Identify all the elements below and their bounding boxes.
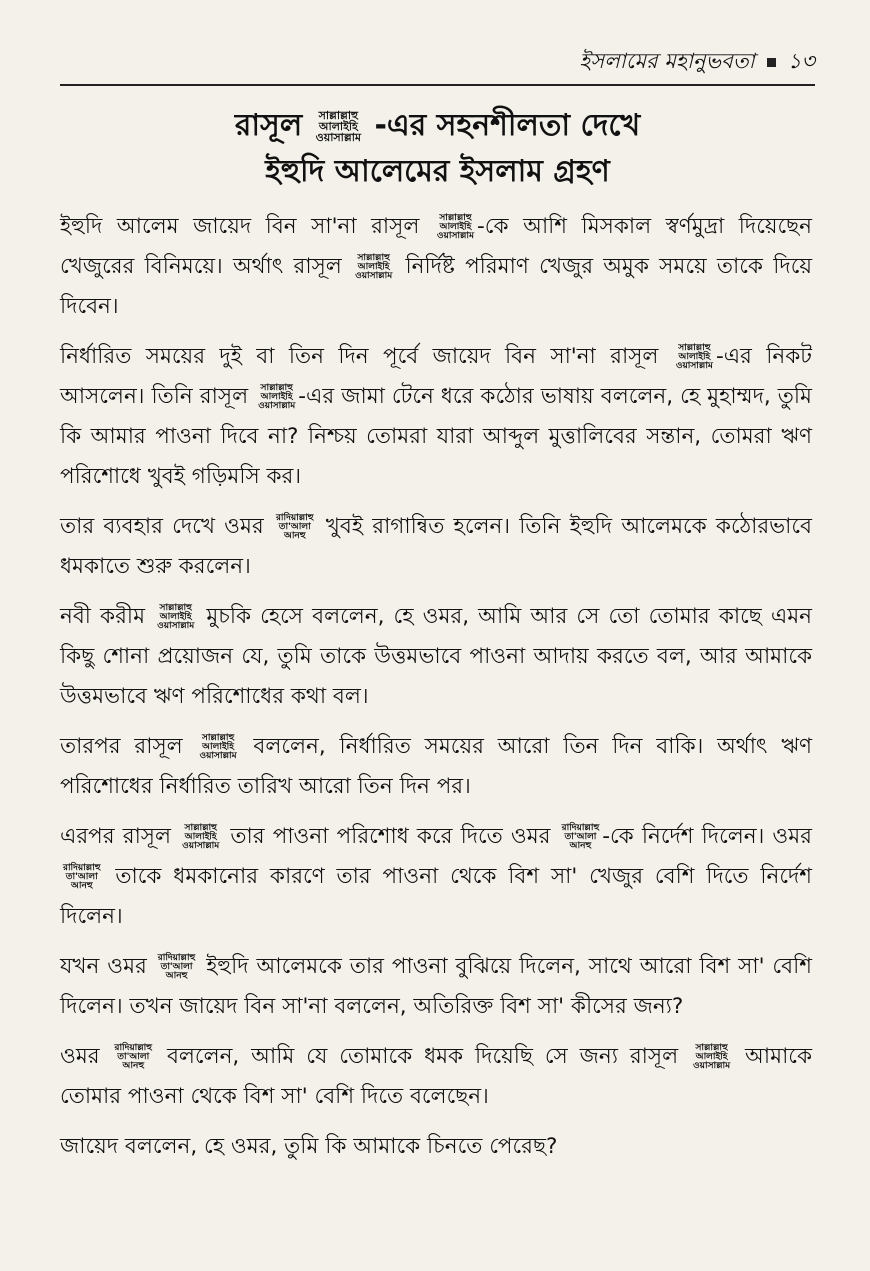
radiyallah-seal-icon: রাদিয়াল্লাহু তা'আলা আনহু <box>114 1042 153 1071</box>
paragraph <box>60 207 812 327</box>
title-rest: -এর সহনশীলতা দেখে <box>374 108 641 143</box>
paragraph <box>60 1037 812 1117</box>
separator-square <box>767 58 776 67</box>
title-word: রাসূল <box>234 108 303 143</box>
text-segment: বললেন, নির্ধারিত সময়ের আরো তিন দিন বাকি। অর্থাৎ ঋণ পরিশোধের নির্ধারিত তারিখ আরো তিন দিন পর। <box>60 734 812 799</box>
text-segment: আমাকে তোমার পাওনা থেকে বিশ সা' বেশি দিতে বলেছেন। <box>60 1044 812 1109</box>
text-segment: তাকে ধমকানোর কারণে তার পাওনা থেকে বিশ সা' খেজুর বেশি দিতে নির্দেশ দিলেন। <box>60 864 812 929</box>
text-segment: -কে আশি মিসকাল স্বর্ণমুদ্রা দিয়েছেন খেজুরের বিনিময়ে। অর্থাৎ রাসূল <box>60 214 812 279</box>
text-segment: নবী করীম <box>60 604 155 629</box>
text-segment: মুচকি হেসে বললেন, হে ওমর, আমি আর সে তো তোমার কাছে এমন কিছু শোনা প্রয়োজন যে, তুমি তাকে উত্তমভাবে পাওনা আদায় করতে বল, আর আমাকে উত্তমভাবে ঋণ পরিশোধের কথা বল। <box>60 604 812 709</box>
salawat-seal-icon: সাল্লাল্লাহু আলাইহি ওয়াসাল্লাম <box>675 342 713 371</box>
text-segment: এরপর রাসূল <box>60 824 180 849</box>
paragraph <box>60 727 812 807</box>
radiyallah-seal-icon: রাদিয়াল্লাহু তা'আলা আনহু <box>561 822 600 851</box>
radiyallah-seal-icon: রাদিয়াল্লাহু তা'আলা আনহু <box>63 862 101 891</box>
title-line-1 <box>60 103 815 149</box>
text-segment: নির্ধারিত সময়ের দুই বা তিন দিন পূর্বে জায়েদ বিন সা'না রাসূল <box>60 344 673 369</box>
salawat-seal-icon: সাল্লাল্লাহু আলাইহি ওয়াসাল্লাম <box>182 822 220 851</box>
text-segment: তারপর রাসূল <box>60 734 197 759</box>
text-segment: খুবই রাগান্বিত হলেন। তিনি ইহুদি আলেমকে কঠোরভাবে ধমকাতে শুরু করলেন। <box>60 514 812 579</box>
salawat-seal-icon: সাল্লাল্লাহু আলাইহি ওয়াসাল্লাম <box>355 252 393 281</box>
text-segment: নির্দিষ্ট পরিমাণ খেজুর অমুক সময়ে তাকে দিয়ে দিবেন। <box>60 254 812 319</box>
salawat-seal-icon: সাল্লাল্লাহু আলাইহি ওয়াসাল্লাম <box>315 109 361 144</box>
paragraph <box>60 817 812 937</box>
running-title: ইসলামের মহানুভবতা <box>579 48 755 73</box>
chapter-title <box>60 103 815 195</box>
salawat-seal-icon: সাল্লাল্লাহু আলাইহি ওয়াসাল্লাম <box>693 1042 731 1071</box>
text-segment: ওমর <box>60 1044 112 1069</box>
text-segment: ইহুদি আলেমকে তার পাওনা বুঝিয়ে দিলেন, সাথে আরো বিশ সা' বেশি দিলেন। তখন জায়েদ বিন সা'না বললেন, অতিরিক্ত বিশ সা' কীসের জন্য? <box>60 954 812 1019</box>
page-header <box>60 40 815 86</box>
salawat-seal-icon: সাল্লাল্লাহু আলাইহি ওয়াসাল্লাম <box>199 732 237 761</box>
paragraph <box>60 337 812 497</box>
salawat-seal-icon: সাল্লাল্লাহু আলাইহি ওয়াসাল্লাম <box>258 382 296 411</box>
text-segment: -এর জামা টেনে ধরে কঠোর ভাষায় বললেন, হে মুহাম্মদ, তুমি কি আমার পাওনা দিবে না? নিশ্চয় তোমরা যারা আব্দুল মুত্তালিবের সন্তান, তোমরা ঋণ পরিশোধে খুবই গড়িমসি কর। <box>60 384 812 489</box>
text-segment: বললেন, আমি যে তোমাকে ধমক দিয়েছি সে জন্য রাসূল <box>155 1044 691 1069</box>
page-number: ১৩ <box>787 48 815 73</box>
text-segment: -কে নির্দেশ দিলেন। ওমর <box>602 824 812 849</box>
paragraph <box>60 507 812 587</box>
text-segment: তার পাওনা পরিশোধ করে দিতে ওমর <box>222 824 559 849</box>
text-segment: জায়েদ বললেন, হে ওমর, তুমি কি আমাকে চিনতে পেরেছ? <box>60 1134 558 1159</box>
body-text <box>60 207 812 1177</box>
radiyallah-seal-icon: রাদিয়াল্লাহু তা'আলা আনহু <box>275 512 314 541</box>
text-segment: ইহুদি আলেম জায়েদ বিন সা'না রাসূল <box>60 214 434 239</box>
salawat-seal-icon: সাল্লাল্লাহু আলাইহি ওয়াসাল্লাম <box>157 602 195 631</box>
paragraph <box>60 947 812 1027</box>
text-segment: যখন ওমর <box>60 954 155 979</box>
radiyallah-seal-icon: রাদিয়াল্লাহু তা'আলা আনহু <box>157 952 196 981</box>
paragraph <box>60 597 812 717</box>
title-line-2: ইহুদি আলেমের ইসলাম গ্রহণ <box>265 154 610 189</box>
text-segment: তার ব্যবহার দেখে ওমর <box>60 514 273 539</box>
paragraph <box>60 1127 812 1167</box>
text-segment: -এর নিকট আসলেন। তিনি রাসূল <box>60 344 812 409</box>
salawat-seal-icon: সাল্লাল্লাহু আলাইহি ওয়াসাল্লাম <box>436 212 475 241</box>
